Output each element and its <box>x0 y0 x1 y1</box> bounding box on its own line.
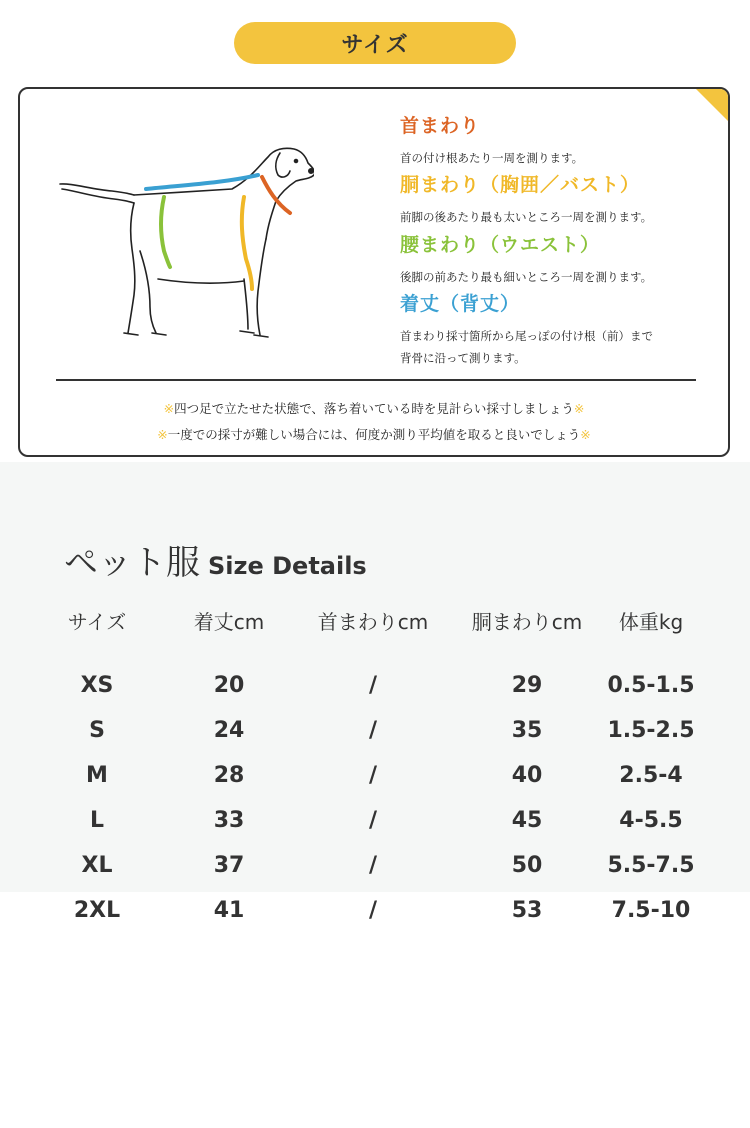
cell-length: 33 <box>213 808 245 833</box>
measure-neck <box>400 111 583 169</box>
cell-neck: / <box>368 898 378 923</box>
cell-chest: 40 <box>511 763 543 788</box>
cell-length: 20 <box>213 673 245 698</box>
cell-chest: 53 <box>511 898 543 923</box>
cell-length: 37 <box>213 853 245 878</box>
measure-length-desc <box>400 325 653 369</box>
measure-length-title: 着丈（背丈） <box>400 293 521 315</box>
cell-neck: / <box>368 673 378 698</box>
cell-length: 24 <box>213 718 245 743</box>
note-mark-icon: ※ <box>163 401 175 416</box>
cell-size: L <box>89 808 105 833</box>
measure-neck-desc: 首の付け根あたり一周を測ります。 <box>400 151 584 165</box>
cell-chest: 50 <box>511 853 543 878</box>
header-size: サイズ <box>67 610 127 634</box>
measure-waist <box>400 230 652 288</box>
cell-weight: 0.5-1.5 <box>607 673 695 698</box>
cell-chest: 35 <box>511 718 543 743</box>
note-mark-icon: ※ <box>157 427 168 442</box>
note-2 <box>20 425 728 443</box>
header-length: 着丈cm <box>193 610 265 634</box>
measure-length-desc-line2: 背骨に沿って測ります。 <box>400 351 526 365</box>
cell-chest: 29 <box>511 673 543 698</box>
size-table-heading <box>64 535 367 584</box>
measure-chest <box>400 170 652 228</box>
measure-length <box>400 289 653 369</box>
cell-neck: / <box>368 808 378 833</box>
measure-neck-title: 首まわり <box>400 115 481 137</box>
bottom-background <box>0 892 750 1128</box>
cell-weight: 5.5-7.5 <box>607 853 695 878</box>
measure-waist-title: 腰まわり（ウエスト） <box>400 234 601 256</box>
note-2-text: 一度での採寸が難しい場合には、何度か測り平均値を取ると良いでしょう <box>167 427 581 442</box>
cell-neck: / <box>368 853 378 878</box>
cell-weight: 7.5-10 <box>611 898 691 923</box>
cell-size: XS <box>80 673 114 698</box>
cell-chest: 45 <box>511 808 543 833</box>
measure-length-desc-line1: 首まわり採寸箇所から尾っぽの付け根（前）まで <box>400 329 653 343</box>
cell-size: 2XL <box>73 898 121 923</box>
dog-illustration <box>54 139 314 339</box>
cell-neck: / <box>368 763 378 788</box>
guide-divider <box>56 379 696 381</box>
corner-decoration <box>696 89 728 121</box>
cell-weight: 4-5.5 <box>619 808 683 833</box>
note-mark-icon: ※ <box>573 401 585 416</box>
measure-chest-title: 胴まわり（胸囲／バスト） <box>400 174 641 196</box>
cell-weight: 2.5-4 <box>619 763 683 788</box>
measurement-guide-card <box>18 87 730 457</box>
cell-length: 41 <box>213 898 245 923</box>
measure-waist-desc: 後脚の前あたり最も細いところ一周を測ります。 <box>400 270 653 284</box>
section-title: サイズ <box>234 22 516 64</box>
cell-size: S <box>89 718 105 743</box>
note-1-text: 四つ足で立たせた状態で、落ち着いている時を見計らい採寸しましょう <box>174 401 574 416</box>
size-table-title: ペット服 <box>64 543 200 583</box>
cell-size: M <box>86 763 108 788</box>
cell-weight: 1.5-2.5 <box>607 718 695 743</box>
header-weight: 体重kg <box>618 610 684 634</box>
note-1 <box>20 399 728 417</box>
measure-chest-desc: 前脚の後あたり最も太いところ一周を測ります。 <box>400 210 653 224</box>
header-chest: 胴まわりcm <box>471 610 583 634</box>
cell-length: 28 <box>213 763 245 788</box>
header-neck: 首まわりcm <box>317 610 429 634</box>
cell-neck: / <box>368 718 378 743</box>
cell-size: XL <box>81 853 113 878</box>
note-mark-icon: ※ <box>580 427 591 442</box>
size-table-subtitle: Size Details <box>208 552 367 580</box>
